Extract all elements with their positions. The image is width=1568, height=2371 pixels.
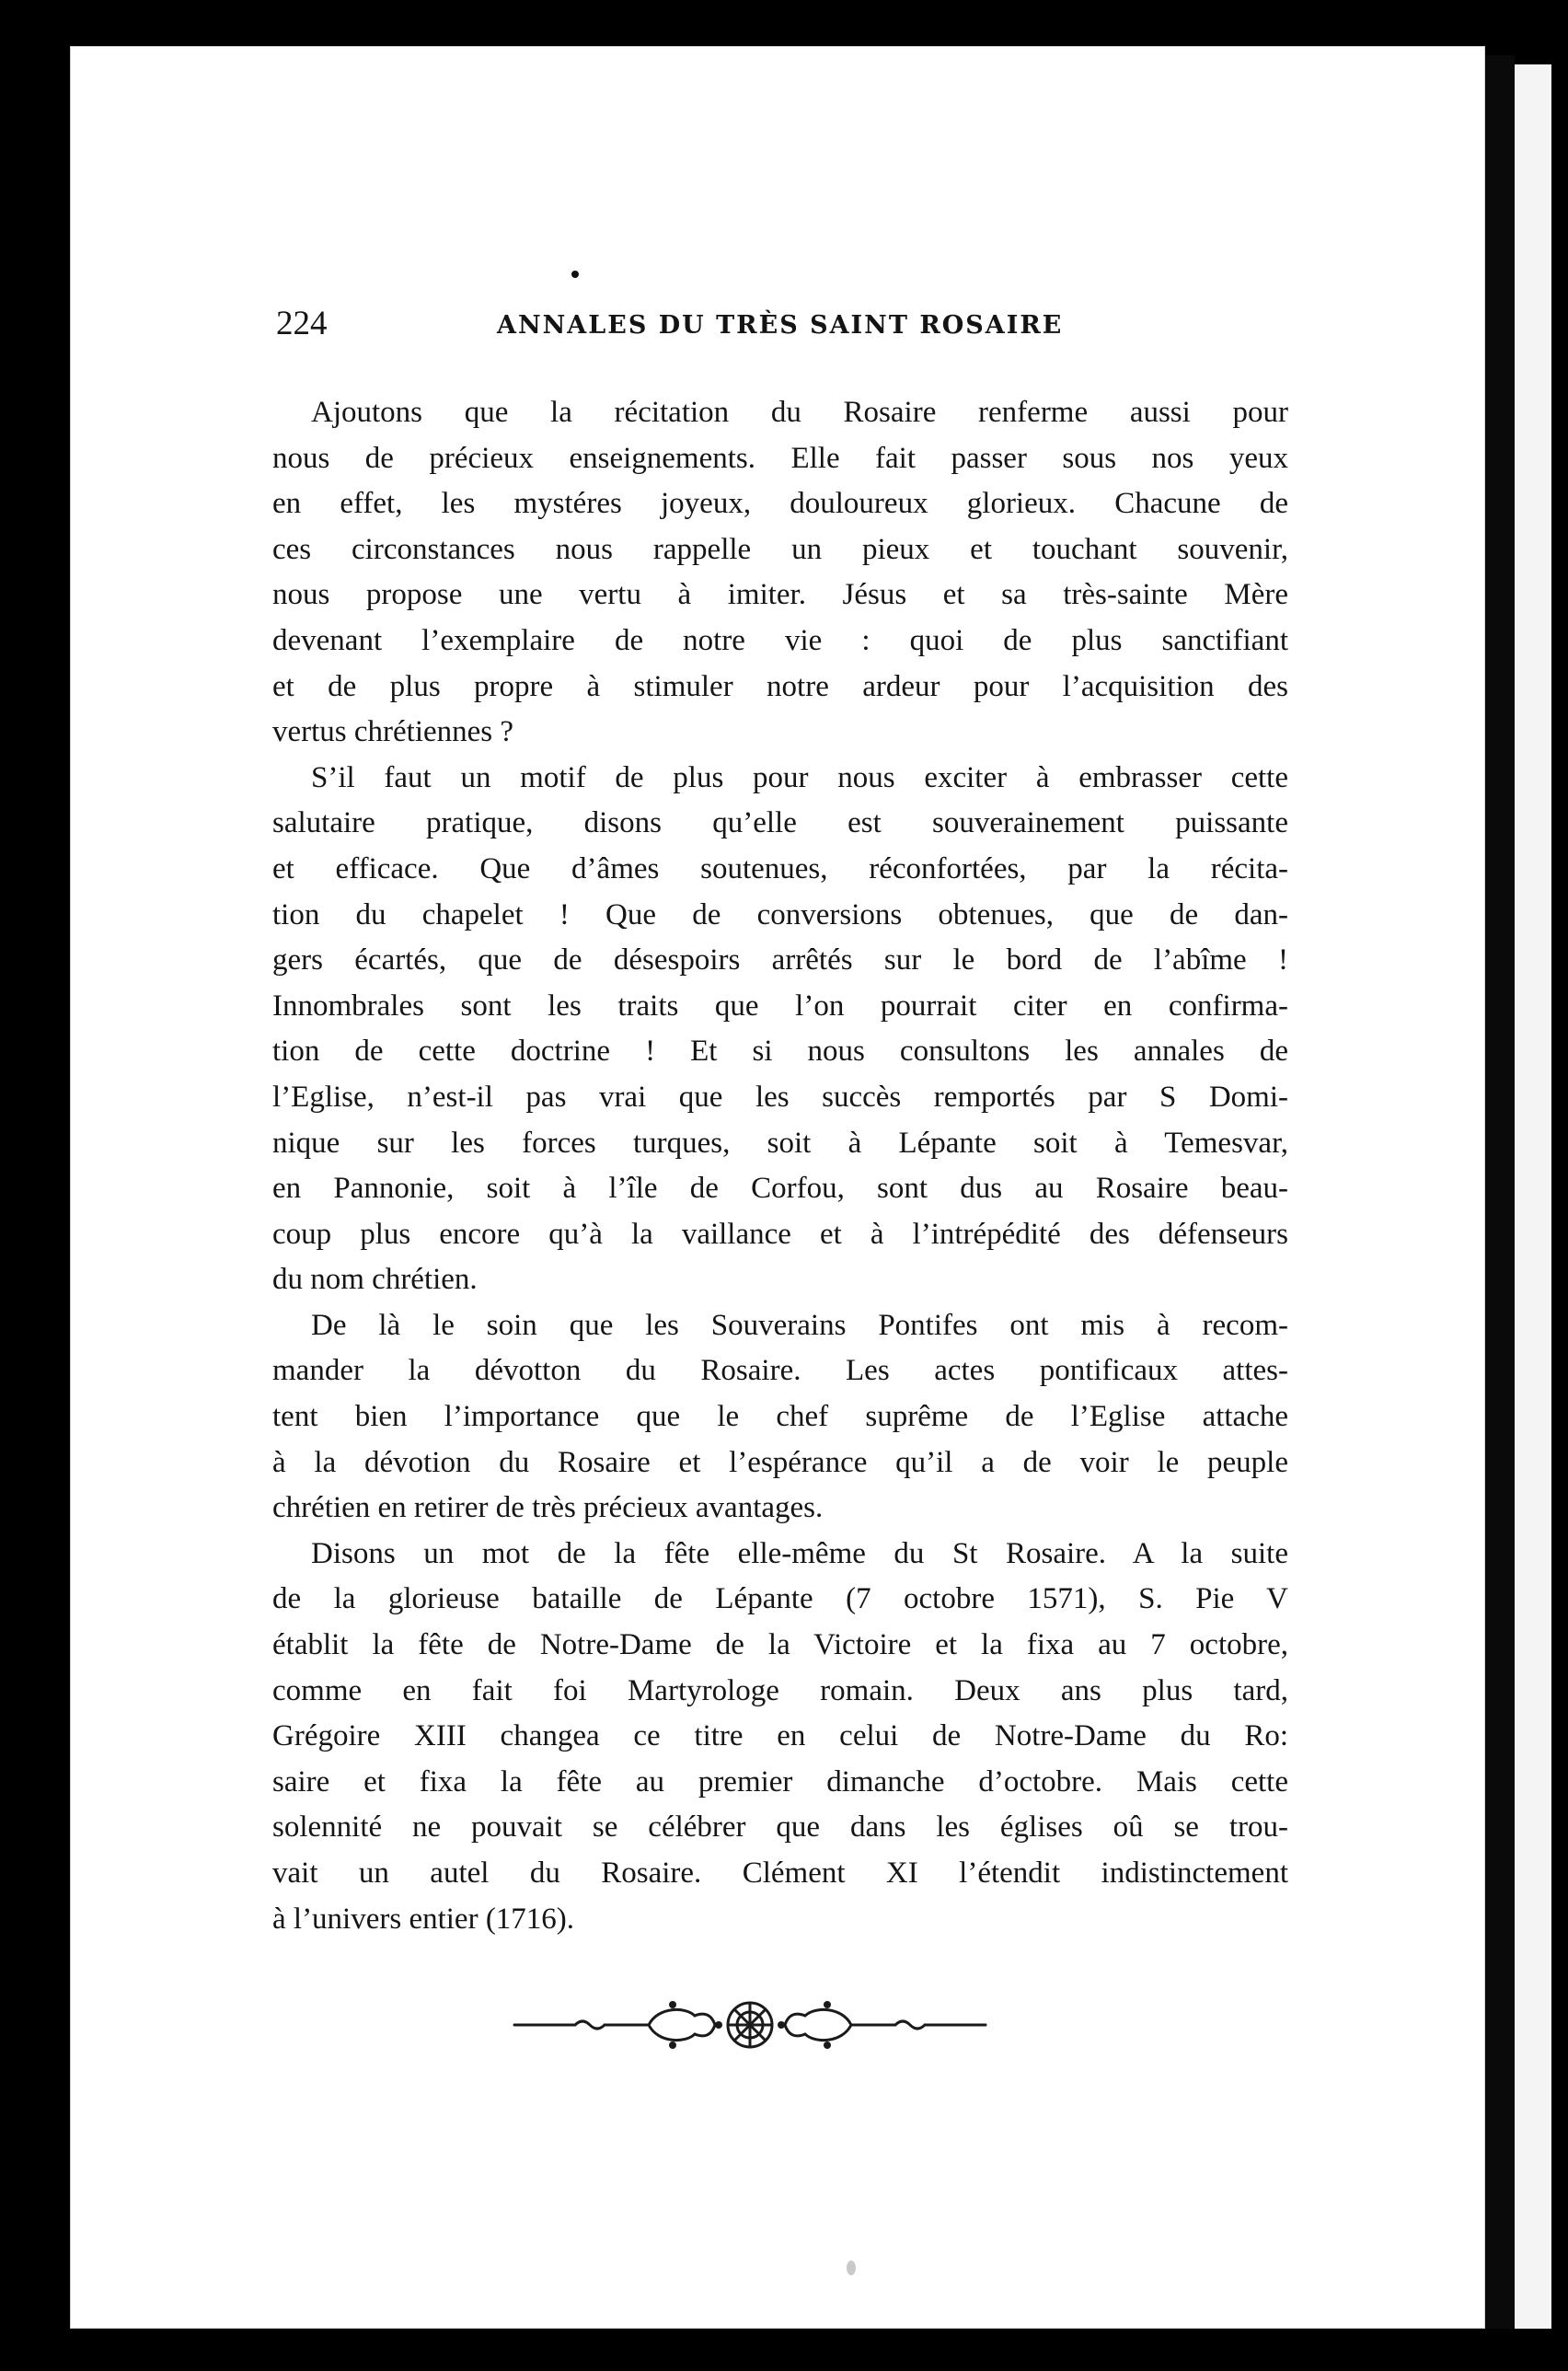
paragraph-3 bbox=[272, 1303, 1288, 1532]
text-line: nous propose une vertu à imiter. Jésus et sa très-sainte Mère bbox=[272, 578, 1288, 612]
text-line: tent bien l’importance que le chef suprême de l’Eglise attache bbox=[272, 1400, 1288, 1434]
text-line: vait un autel du Rosaire. Clément XI l’étendit indistinctement bbox=[272, 1856, 1288, 1890]
running-head: ANNALES DU TRÈS SAINT ROSAIRE bbox=[497, 311, 1064, 340]
text-line: devenant l’exemplaire de notre vie : quoi de plus sanctifiant bbox=[272, 623, 1288, 657]
text-line: établit la fête de Notre-Dame de la Victoire et la fixa au 7 octobre, bbox=[272, 1628, 1288, 1662]
page-number: 224 bbox=[276, 305, 328, 342]
page-edge-shadow bbox=[1485, 55, 1515, 2329]
text-line: gers écartés, que de désespoirs arrêtés sur le bord de l’abîme ! bbox=[272, 943, 1288, 977]
text-line: S’il faut un motif de plus pour nous exciter à embrasser cette bbox=[311, 760, 1288, 794]
text-line: à l’univers entier (1716). bbox=[272, 1902, 575, 1936]
text-line: comme en fait foi Martyrologe romain. Deux ans plus tard, bbox=[272, 1673, 1288, 1707]
text-line: et efficace. Que d’âmes soutenues, réconfortées, par la récita- bbox=[272, 851, 1288, 885]
text-line: coup plus encore qu’à la vaillance et à l’intrépédité des défenseurs bbox=[272, 1217, 1288, 1251]
text-line: Ajoutons que la récitation du Rosaire renferme aussi pour bbox=[311, 396, 1288, 429]
text-line: à la dévotion du Rosaire et l’espérance qu’il a de voir le peuple bbox=[272, 1445, 1288, 1479]
text-line: tion de cette doctrine ! Et si nous consultons les annales de bbox=[272, 1035, 1288, 1069]
text-line: solennité ne pouvait se célébrer que dans les églises oû se trou- bbox=[272, 1810, 1288, 1845]
text-line: de la glorieuse bataille de Lépante (7 octobre 1571), S. Pie V bbox=[272, 1582, 1288, 1616]
paper-speck bbox=[847, 2261, 856, 2275]
text-line: Disons un mot de la fête elle-même du St Rosaire. A la suite bbox=[311, 1536, 1288, 1570]
text-line: salutaire pratique, disons qu’elle est souverainement puissante bbox=[272, 806, 1288, 840]
text-line: vertus chrétiennes ? bbox=[272, 715, 514, 749]
text-line: De là le soin que les Souverains Pontifes ont mis à recom- bbox=[311, 1308, 1288, 1342]
text-line: tion du chapelet ! Que de conversions obtenues, que de dan- bbox=[272, 897, 1288, 931]
text-line: saire et fixa la fête au premier dimanche d’octobre. Mais cette bbox=[272, 1764, 1288, 1798]
text-line: l’Eglise, n’est-il pas vrai que les succès remportés par S Domi- bbox=[272, 1080, 1288, 1114]
text-line: mander la dévotton du Rosaire. Les actes pontificaux attes- bbox=[272, 1354, 1288, 1388]
paragraph-2 bbox=[272, 756, 1288, 1303]
text-line: chrétien en retirer de très précieux avantages. bbox=[272, 1491, 824, 1525]
text-line: du nom chrétien. bbox=[272, 1263, 478, 1297]
text-line: nous de précieux enseignements. Elle fait passer sous nos yeux bbox=[272, 441, 1288, 475]
page-header bbox=[276, 304, 1307, 348]
body-text bbox=[272, 390, 1288, 1942]
text-line: en effet, les mystéres joyeux, douloureux glorieux. Chacune de bbox=[272, 487, 1288, 521]
decorative-tailpiece-icon bbox=[511, 1988, 989, 2062]
text-line: et de plus propre à stimuler notre ardeur pour l’acquisition des bbox=[272, 669, 1288, 703]
text-line: ces circonstances nous rappelle un pieux et touchant souvenir, bbox=[272, 532, 1288, 566]
text-line: Innombrales sont les traits que l’on pourrait citer en confirma- bbox=[272, 989, 1288, 1023]
text-line: nique sur les forces turques, soit à Lépante soit à Temesvar, bbox=[272, 1126, 1288, 1160]
paragraph-4 bbox=[272, 1532, 1288, 1942]
text-line: en Pannonie, soit à l’île de Corfou, sont dus au Rosaire beau- bbox=[272, 1172, 1288, 1206]
ink-dot-mark bbox=[571, 271, 579, 278]
text-line: Grégoire XIII changea ce titre en celui de Notre-Dame du Ro: bbox=[272, 1719, 1288, 1753]
paragraph-1 bbox=[272, 390, 1288, 756]
facing-page-edge bbox=[1515, 64, 1551, 2329]
